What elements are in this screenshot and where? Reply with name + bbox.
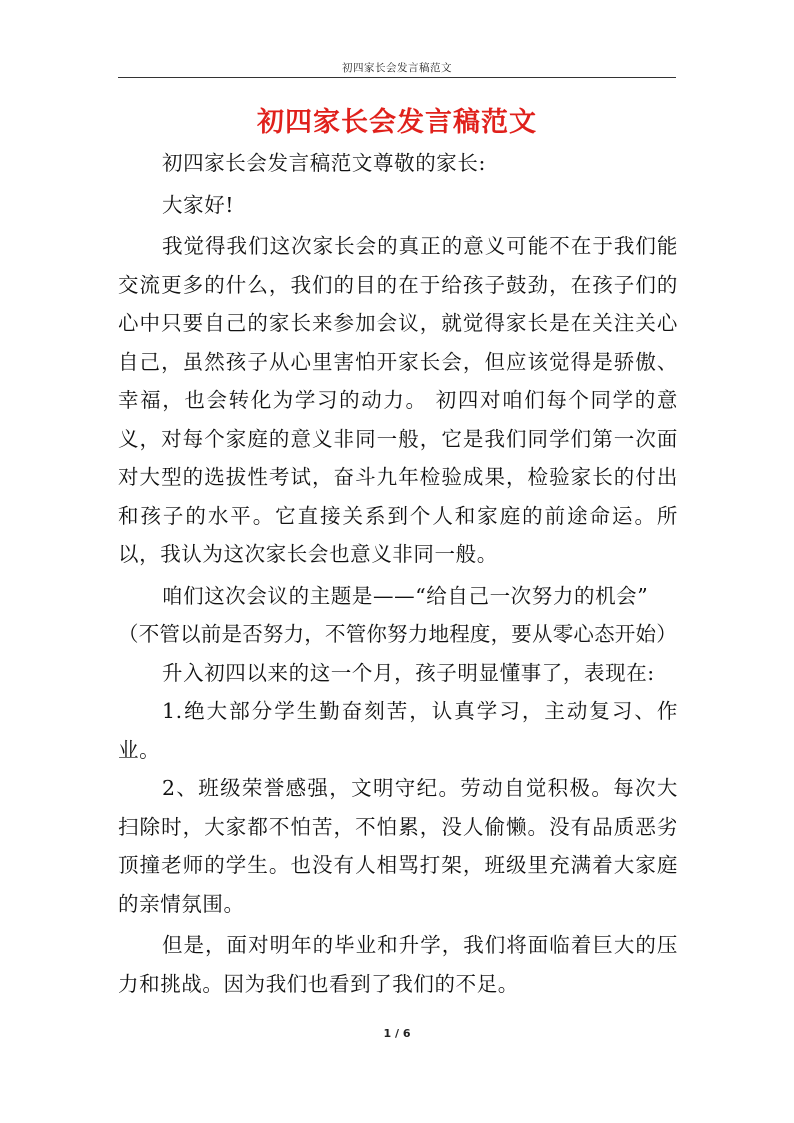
paragraph-meaning: 我觉得我们这次家长会的真正的意义可能不在于我们能交流更多的什么，我们的目的在于给孩子鼓劲，在孩子们的心中只要自己的家长来参加会议，就觉得家长是在关注关心自己，虽然孩子从心里害怕开家长会，但应该觉得是骄傲、幸福，也会转化为学习的动力。 初四对咱们每个同学的意义，对每个家庭的意义非同一般，它是我们同学们第一次面对大型的选拔性考试，奋斗九年检验成果，检验家长的付出和孩子的水平。它直接关系到个人和家庭的前途命运。所以，我认为这次家长会也意义非同一般。 [118, 234, 678, 566]
paragraph-theme-note: （不管以前是否努力，不管你努力地程度，要从零心态开始） [118, 622, 677, 646]
paragraph-point-2: 2、班级荣誉感强，文明守纪。劳动自觉积极。每次大扫除时，大家都不怕苦，不怕累，没人偷懒。没有品质恶劣顶撞老师的学生。也没有人相骂打架，班级里充满着大家庭的亲情氛围。 [118, 776, 678, 916]
page-number: 1 / 6 [383, 1027, 411, 1040]
paragraph-greeting: 大家好! [162, 192, 235, 217]
paragraph-salutation: 初四家长会发言稿范文尊敬的家长: [162, 151, 487, 175]
document-title: 初四家长会发言稿范文 [257, 107, 537, 138]
running-header: 初四家长会发言稿范文 [342, 62, 452, 74]
paragraph-theme: 咱们这次会议的主题是——“给自己一次努力的机会” [162, 583, 649, 608]
paragraph-challenges: 但是，面对明年的毕业和升学，我们将面临着巨大的压力和挑战。因为我们也看到了我们的不足。 [118, 933, 678, 996]
paragraph-performance-intro: 升入初四以来的这一个月，孩子明显懂事了，表现在: [162, 660, 655, 685]
document-body [118, 144, 678, 1003]
header-divider [118, 77, 676, 78]
paragraph-point-1: 1.绝大部分学生勤奋刻苦，认真学习，主动复习、作业。 [118, 699, 678, 762]
